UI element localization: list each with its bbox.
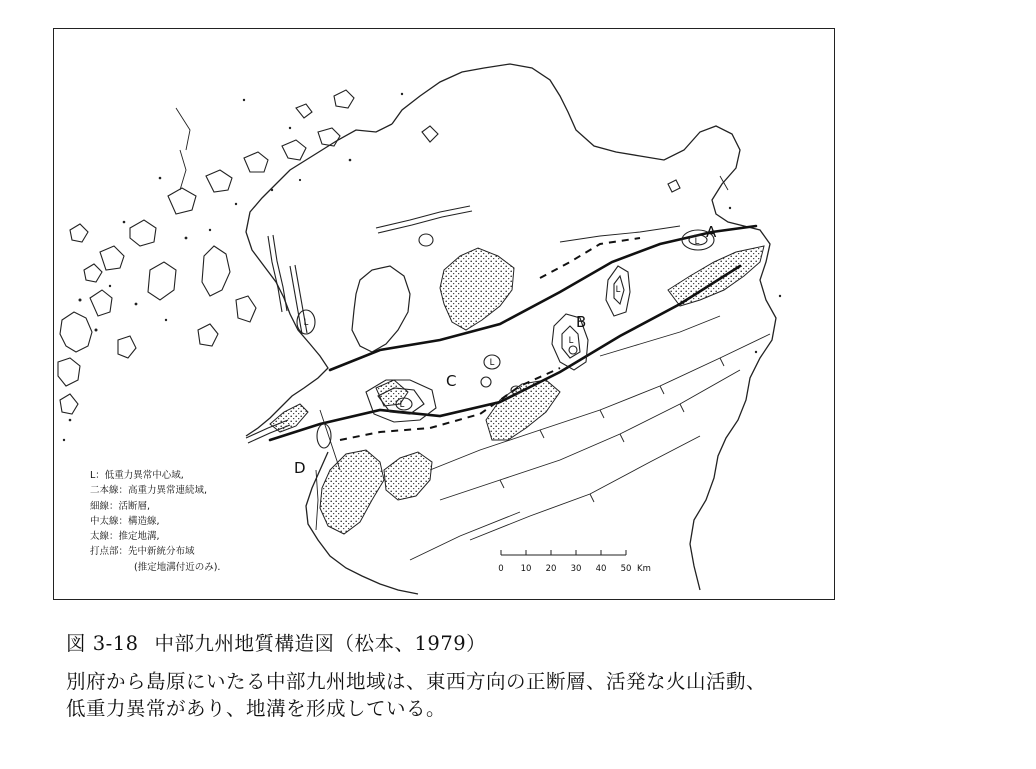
figure-caption-body — [66, 668, 1026, 722]
caption-line-2: 低重力異常があり、地溝を形成している。 — [66, 697, 447, 720]
point-label-b: B — [576, 313, 587, 331]
scale-tick-30: 30 — [570, 564, 582, 574]
point-label-c: C — [446, 372, 457, 390]
scale-unit: Km — [637, 564, 651, 574]
pre-miocene-stippled-areas — [270, 246, 764, 534]
anomaly-mark-east-c: L — [489, 358, 495, 368]
point-label-a: A — [706, 223, 717, 241]
caption-line-1: 別府から島原にいたる中部九州地域は、東西方向の正断層、活発な火山活動、 — [66, 670, 767, 693]
figure-caption-title — [66, 630, 486, 657]
figure-title: 中部九州地質構造図（松本、1979） — [154, 632, 487, 655]
scale-tick-50: 50 — [620, 564, 632, 574]
figure-number: 図 3-18 — [66, 632, 139, 655]
point-label-d: D — [294, 459, 306, 477]
fault-ticks — [500, 358, 724, 502]
anomaly-mark-c: L — [399, 400, 405, 410]
scale-tick-20: 20 — [545, 564, 557, 574]
legend-item-stippled-note: (推定地溝付近のみ). — [134, 561, 221, 573]
legend-item-stippled-area: 打点部：先中新統分布域 — [90, 546, 195, 558]
active-fault-lines — [176, 108, 770, 560]
legend-item-inferred-graben: 太線：推定地溝, — [90, 531, 160, 543]
scale-tick-40: 40 — [595, 564, 607, 574]
anomaly-mark-b-north: L — [615, 285, 621, 295]
anomaly-mark-a: L — [694, 237, 700, 247]
map-legend — [90, 468, 220, 575]
scale-tick-10: 10 — [520, 564, 532, 574]
anomaly-mark-b: L — [568, 336, 574, 346]
scale-bar — [498, 550, 651, 574]
legend-item-tectonic-line: 中太線：構造線, — [90, 515, 160, 527]
legend-item-low-gravity: L：低重力異常中心域, — [90, 470, 184, 481]
scale-tick-0: 0 — [498, 564, 504, 574]
ariake-bay — [352, 266, 410, 352]
legend-item-high-gravity: 二本線：高重力異常連続域, — [90, 485, 208, 497]
legend-item-active-fault: 細線：活断層, — [90, 500, 151, 512]
anomaly-mark-west: L — [303, 318, 309, 328]
